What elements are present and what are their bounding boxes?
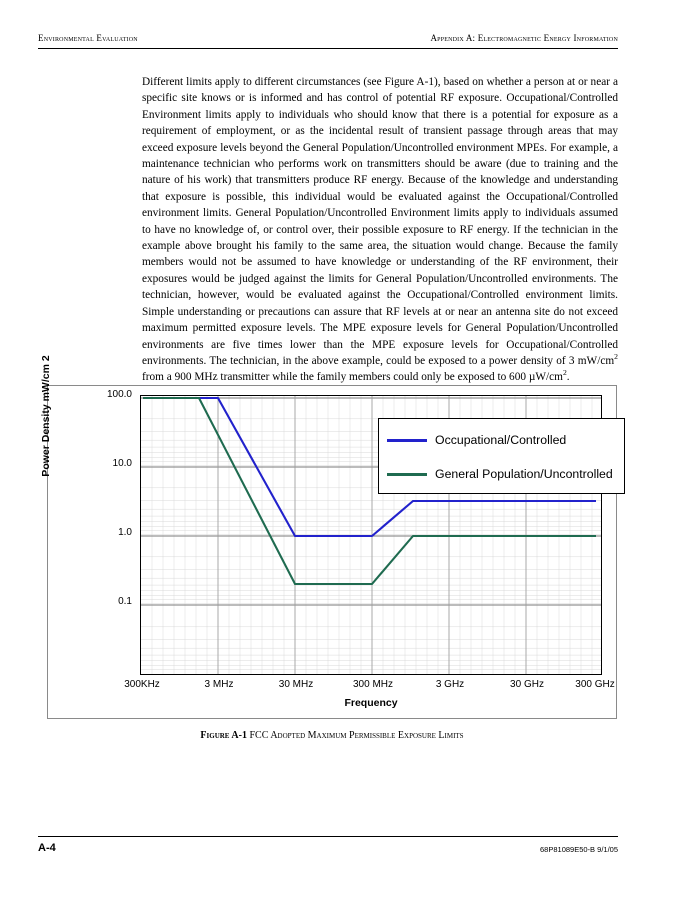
chart-x-axis-title: Frequency [344, 697, 398, 709]
chart-legend [378, 418, 625, 494]
legend-swatch-green-icon [387, 473, 427, 476]
paragraph-text-part1: Different limits apply to different circumstances (see Figure A-1), based on whether a person at or near a specific site knows or is informed and has control of potential RF exposure. Occupational/Controlled Environment limits apply to individuals who should know that there is a potential for exposure as a requirement of employment, or as the incidental result of transient passage through areas that may exceed exposure levels beyond the General Population/Uncontrolled environment MPEs. For example, a maintenance technician who performs work on transmitters should be aware (due to training and the nature of his work) that transmitters produce RF energy. Because of the knowledge and understanding that exposure is possible, this individual would be evaluated against the Occupational/Controlled environment limits. General Population/Uncontrolled Environment limits apply to individuals assumed to have no knowledge of, or control over, their possible exposure to RF energy. If the technician in the example above brought his family to the same area, the situation would change. Because the family members would not be assumed to have knowledge or understanding of the RF environment, their exposures would be judged against the limits for General Population/Uncontrolled environments. The technician, however, would be evaluated against the Occupational/Controlled environment limits. Simple understanding or precautions can assure that RF levels at or near an antenna site do not exceed maximum permitted exposure levels. The MPE exposure levels for General Population/Uncontrolled environments are five times lower than the MPE exposure levels for Occupational/Controlled environments. The technician, in the above example, could be exposed to a power density of 3 mW/cm [142, 76, 618, 367]
header-left-text: Environmental Evaluation [38, 33, 138, 43]
chart-y-axis-title [40, 341, 52, 491]
x-tick-label-3: 300 MHz [352, 679, 394, 690]
y-tick-label-3: 0.1 [118, 596, 132, 607]
legend-item-general-population-uncontrolled [387, 467, 613, 481]
page-number: A-4 [38, 842, 56, 854]
legend-item-occupational-controlled [387, 433, 566, 447]
document-id: 68P81089E50-B 9/1/05 [540, 845, 618, 854]
x-tick-label-0: 300KHz [124, 679, 160, 690]
header-right-text: Appendix A: Electromagnetic Energy Information [430, 33, 618, 43]
x-tick-label-1: 3 MHz [204, 679, 234, 690]
legend-label-general-population-uncontrolled: General Population/Uncontrolled [435, 467, 613, 481]
y-tick-label-1: 10.0 [112, 458, 132, 469]
y-axis-title-text: Power Density mW/cm 2 [40, 355, 52, 477]
paragraph-text-part2: from a 900 MHz transmitter while the family members could only be exposed to 600 µW/cm [142, 371, 563, 384]
legend-swatch-blue-icon [387, 439, 427, 442]
x-tick-label-6: 300 GHz [575, 679, 615, 690]
superscript-squared-1: 2 [614, 352, 618, 362]
superscript-squared-2: 2 [562, 368, 567, 378]
chart-y-axis-labels [88, 386, 136, 676]
x-tick-label-2: 30 MHz [278, 679, 314, 690]
x-tick-label-4: 3 GHz [435, 679, 465, 690]
header-divider [38, 48, 618, 49]
figure-caption [47, 730, 617, 741]
page-header [38, 33, 618, 43]
figure-caption-number: Figure A-1 [200, 730, 247, 741]
x-tick-label-5: 30 GHz [510, 679, 544, 690]
y-tick-label-2: 1.0 [118, 527, 132, 538]
figure-caption-text: FCC Adopted Maximum Permissible Exposure Limits [249, 730, 464, 741]
y-tick-label-0: 100.0 [106, 389, 132, 400]
legend-label-occupational-controlled: Occupational/Controlled [435, 433, 567, 447]
chart-x-axis-labels [124, 679, 615, 695]
body-paragraph [142, 74, 618, 386]
chart-plot-area [140, 395, 613, 675]
paragraph-text-part3: . [566, 371, 570, 384]
footer-divider [38, 836, 618, 837]
